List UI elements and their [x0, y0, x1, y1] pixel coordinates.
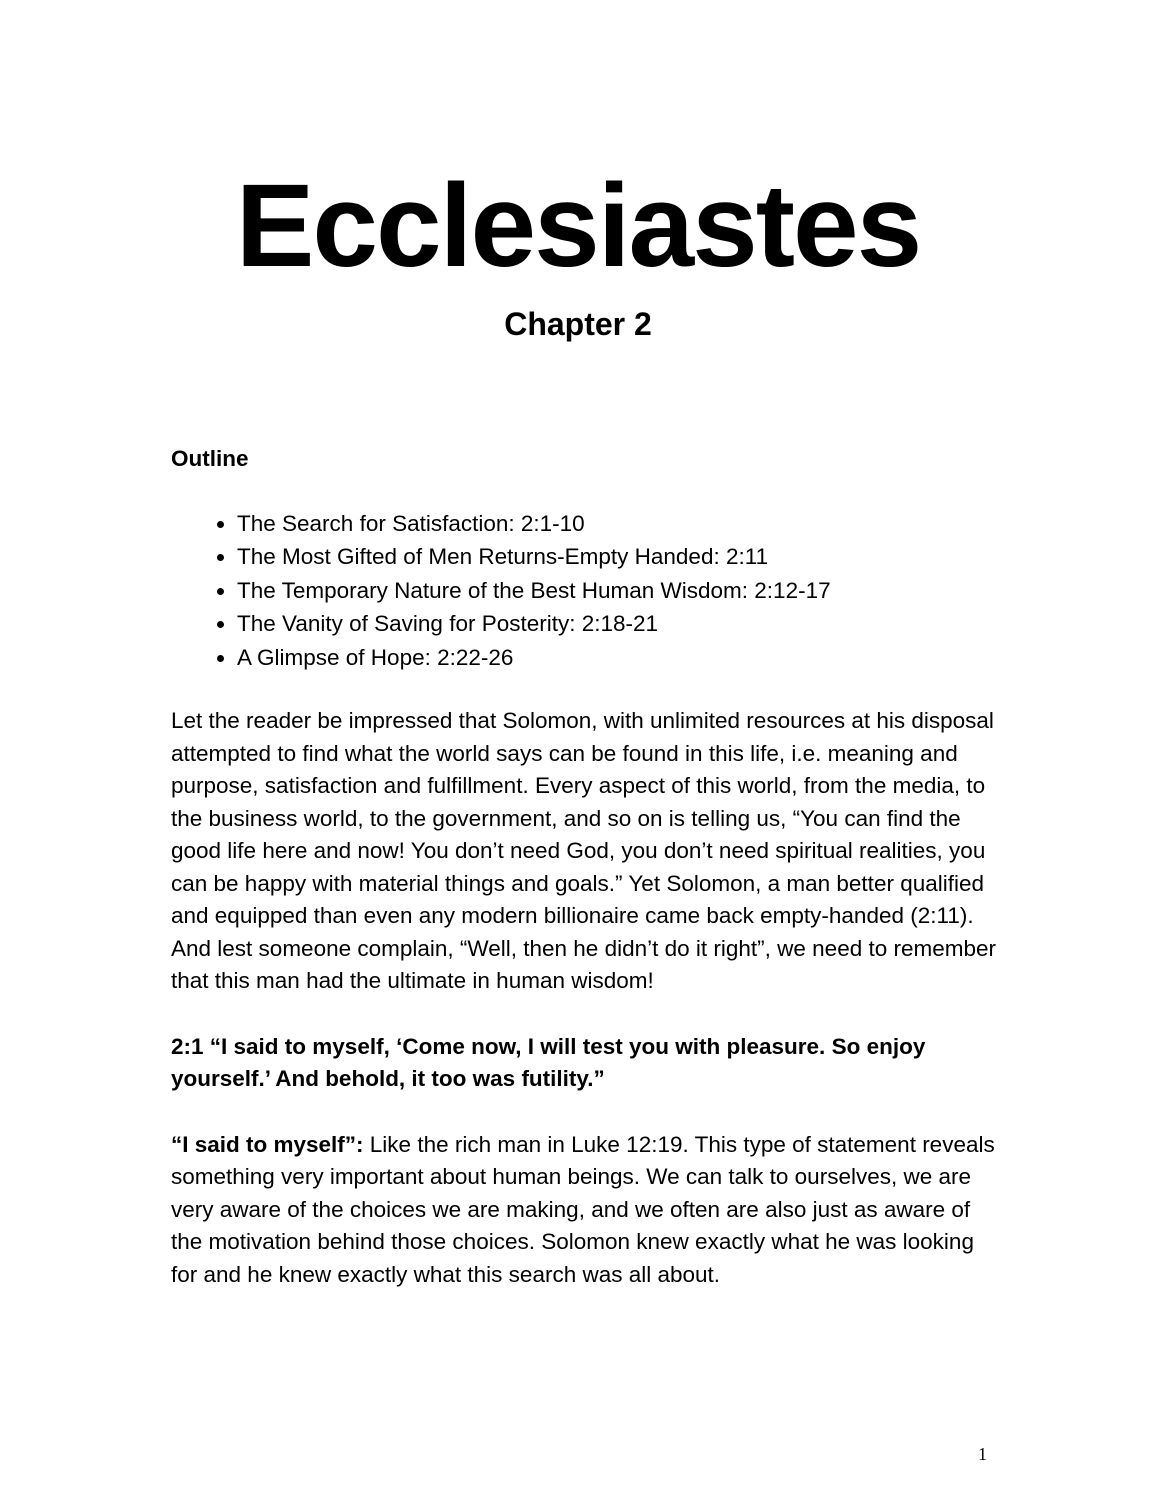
list-item: • The Most Gifted of Men Returns-Empty Handed: 2:11 — [237, 540, 1001, 574]
chapter-heading: Chapter 2 — [504, 306, 652, 342]
intro-paragraph: Let the reader be impressed that Solomon, with unlimited resources at his disposal attempted to find what the world says can be found in this life, i.e. meaning and purpose, satisfaction and fulfillment. Every aspect of this world, from the media, to the business world, to the government, and so on is telling us, “You can find the good life here and now! You don’t need God, you don’t need spiritual realities, you can be happy with material things and goals.” Yet Solomon, a man better qualified and equipped than even any modern billionaire came back empty-handed (2:11). And lest someone complain, “Well, then he didn’t do it right”, we need to remember that this man had the ultimate in human wisdom! — [171, 708, 997, 993]
page-number: 1 — [978, 1444, 987, 1464]
outline-list — [171, 507, 1001, 675]
outline-heading: Outline — [171, 446, 249, 471]
verse-quote: 2:1 “I said to myself, ‘Come now, I will test you with pleasure. So enjoy yourself.’ And behold, it too was futility.” — [171, 1033, 926, 1091]
list-item: • The Vanity of Saving for Posterity: 2:18-21 — [237, 607, 1001, 641]
list-item: • A Glimpse of Hope: 2:22-26 — [237, 641, 1001, 675]
commentary-paragraph — [171, 1129, 1001, 1292]
document-body — [171, 443, 1001, 1324]
commentary-text: Like the rich man in Luke 12:19. This type of statement reveals something very important about human beings. We can talk to ourselves, we are very aware of the choices we are making, and we often are also just as aware of the motivation behind those choices. Solomon knew exactly what he was looking for and he knew exactly what this search was all about. — [171, 1131, 995, 1287]
commentary-lead: “I said to myself”: — [171, 1131, 364, 1157]
list-item: • The Temporary Nature of the Best Human Wisdom: 2:12-17 — [237, 574, 1001, 608]
document-title: Ecclesiastes — [235, 160, 921, 292]
list-item: • The Search for Satisfaction: 2:1-10 — [237, 507, 1001, 541]
